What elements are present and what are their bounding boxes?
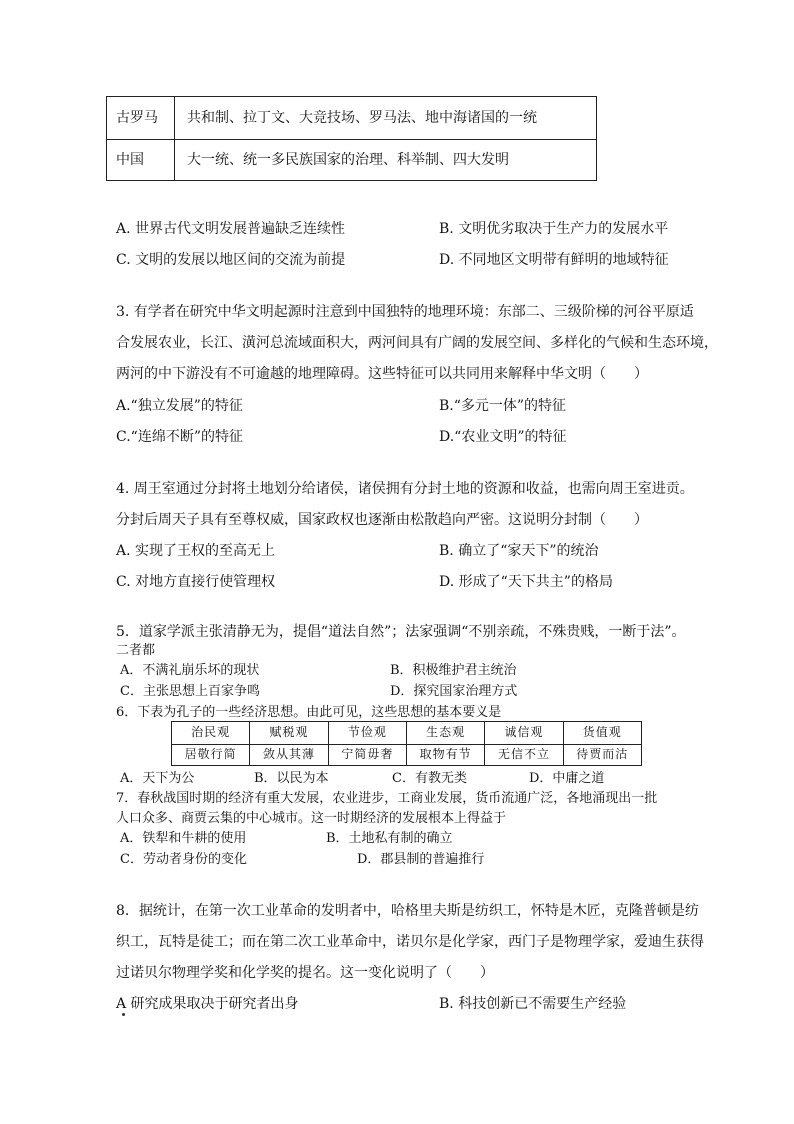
q3-option-b[interactable]: B.“多元一体”的特征 <box>439 398 567 414</box>
q4-option-d[interactable]: D. 形成了“天下共主”的格局 <box>439 574 613 590</box>
q6-option-b[interactable]: B．以民为本 <box>254 771 329 786</box>
q5-option-b[interactable]: B．积极维护君主统治 <box>390 663 517 678</box>
q5-stem-line: 5．道家学派主张清静无为，提倡“道法自然”；法家强调“不别亲疏，不殊贵贱，一断于法”。 <box>116 624 686 640</box>
q8-option-a[interactable]: A 研究成果取决于研究者出身 <box>116 996 299 1012</box>
table-header-cell: 治民观 <box>172 722 250 744</box>
q3-stem-line: 合发展农业，长江、潢河总流域面积大，两河间具有广阔的发展空间、多样化的气候和生态环境， <box>116 335 718 351</box>
q2-option-c[interactable]: C. 文明的发展以地区间的交流为前提 <box>116 252 346 268</box>
q7-stem-line: 7．春秋战国时期的经济有重大发展，农业进步，工商业发展，货币流通广泛，各地涌现出一批 <box>116 791 658 806</box>
q2-option-b[interactable]: B. 文明优劣取决于生产力的发展水平 <box>439 221 669 237</box>
q4-option-b[interactable]: B. 确立了“家天下”的统治 <box>439 543 599 559</box>
table-row <box>172 722 641 745</box>
q5-option-d[interactable]: D．探究国家治理方式 <box>390 684 518 699</box>
q3-stem-line: 两河的中下游没有不可逾越的地理障碍。这些特征可以共同用来解释中华文明（ ） <box>116 366 648 382</box>
table-row <box>107 139 596 181</box>
table-header-cell: 赋税观 <box>250 722 328 744</box>
q5-option-c[interactable]: C．主张思想上百家争鸣 <box>120 684 260 699</box>
q4-option-c[interactable]: C. 对地方直接行使管理权 <box>116 574 276 590</box>
q2-option-a[interactable]: A. 世界古代文明发展普遍缺乏连续性 <box>116 221 346 237</box>
table-cell: 无信不立 <box>485 744 563 766</box>
q6-option-c[interactable]: C．有教无类 <box>392 771 467 786</box>
q3-option-d[interactable]: D.“农业文明”的特征 <box>439 429 567 445</box>
civ-achievements: 大一统、统一多民族国家的治理、科举制、四大发明 <box>187 152 509 168</box>
q6-option-d[interactable]: D．中庸之道 <box>529 771 605 786</box>
q7-option-a[interactable]: A．铁犁和牛耕的使用 <box>120 831 247 846</box>
q5-stem-line: 二者都 <box>116 643 156 658</box>
q3-stem-line: 3. 有学者在研究中华文明起源时注意到中国独特的地理环境：东部二、三级阶梯的河谷平原适 <box>116 304 694 320</box>
q3-option-a[interactable]: A.“独立发展”的特征 <box>116 398 243 414</box>
civ-achievements: 共和制、拉丁文、大竞技场、罗马法、地中海诸国的一统 <box>187 110 537 126</box>
table-header-cell: 诚信观 <box>485 722 563 744</box>
table-cell: 取物有节 <box>407 744 485 766</box>
table-header-cell: 节俭观 <box>329 722 407 744</box>
q5-option-a[interactable]: A．不满礼崩乐坏的现状 <box>120 663 260 678</box>
q7-option-d[interactable]: D．郡县制的普遍推行 <box>357 852 485 867</box>
civ-name: 中国 <box>116 152 144 168</box>
civilization-table <box>106 96 597 181</box>
q4-stem-line: 分封后周天子具有至尊权威，国家政权也逐渐由松散趋向严密。这说明分封制（ ） <box>116 512 648 528</box>
q4-option-a[interactable]: A. 实现了王权的至高无上 <box>116 543 276 559</box>
q2-option-d[interactable]: D. 不同地区文明带有鲜明的地域特征 <box>439 252 669 268</box>
q3-option-c[interactable]: C.“连绵不断”的特征 <box>116 429 243 445</box>
q7-stem-line: 人口众多、商贾云集的中心城市。这一时期经济的发展根本上得益于 <box>116 811 507 826</box>
table-row <box>107 97 596 140</box>
confucius-economic-table <box>171 721 642 766</box>
stray-dot <box>122 1013 125 1016</box>
table-cell: 敛从其薄 <box>250 744 328 766</box>
table-header-cell: 货值观 <box>582 725 622 739</box>
q8-stem-line: 过诺贝尔物理学奖和化学奖的提名。这一变化说明了（ ） <box>116 965 494 981</box>
civ-name: 古罗马 <box>116 110 158 126</box>
q8-option-b[interactable]: B. 科技创新已不需要生产经验 <box>439 996 627 1012</box>
table-cell: 宁简毋奢 <box>329 744 407 766</box>
q4-stem-line: 4. 周王室通过分封将土地划分给诸侯，诸侯拥有分封土地的资源和收益，也需向周王室进贡。 <box>116 481 694 497</box>
q6-stem: 6．下表为孔子的一些经济思想。由此可见，这些思想的基本要义是 <box>116 705 502 720</box>
q6-option-a[interactable]: A．天下为公 <box>120 771 195 786</box>
table-cell: 待贾而沽 <box>576 747 629 761</box>
q8-stem-line: 8．据统计，在第一次工业革命的发明者中，哈格里夫斯是纺织工，怀特是木匠，克隆普顿是纺 <box>116 903 699 919</box>
table-row <box>172 744 641 766</box>
table-header-cell: 生态观 <box>407 722 485 744</box>
q7-option-b[interactable]: B．土地私有制的确立 <box>326 831 453 846</box>
q7-option-c[interactable]: C．劳动者身份的变化 <box>120 852 247 867</box>
q8-stem-line: 织工，瓦特是徒工；而在第二次工业革命中，诺贝尔是化学家，西门子是物理学家，爱迪生获得 <box>116 934 704 950</box>
table-cell: 居敬行简 <box>172 744 250 766</box>
